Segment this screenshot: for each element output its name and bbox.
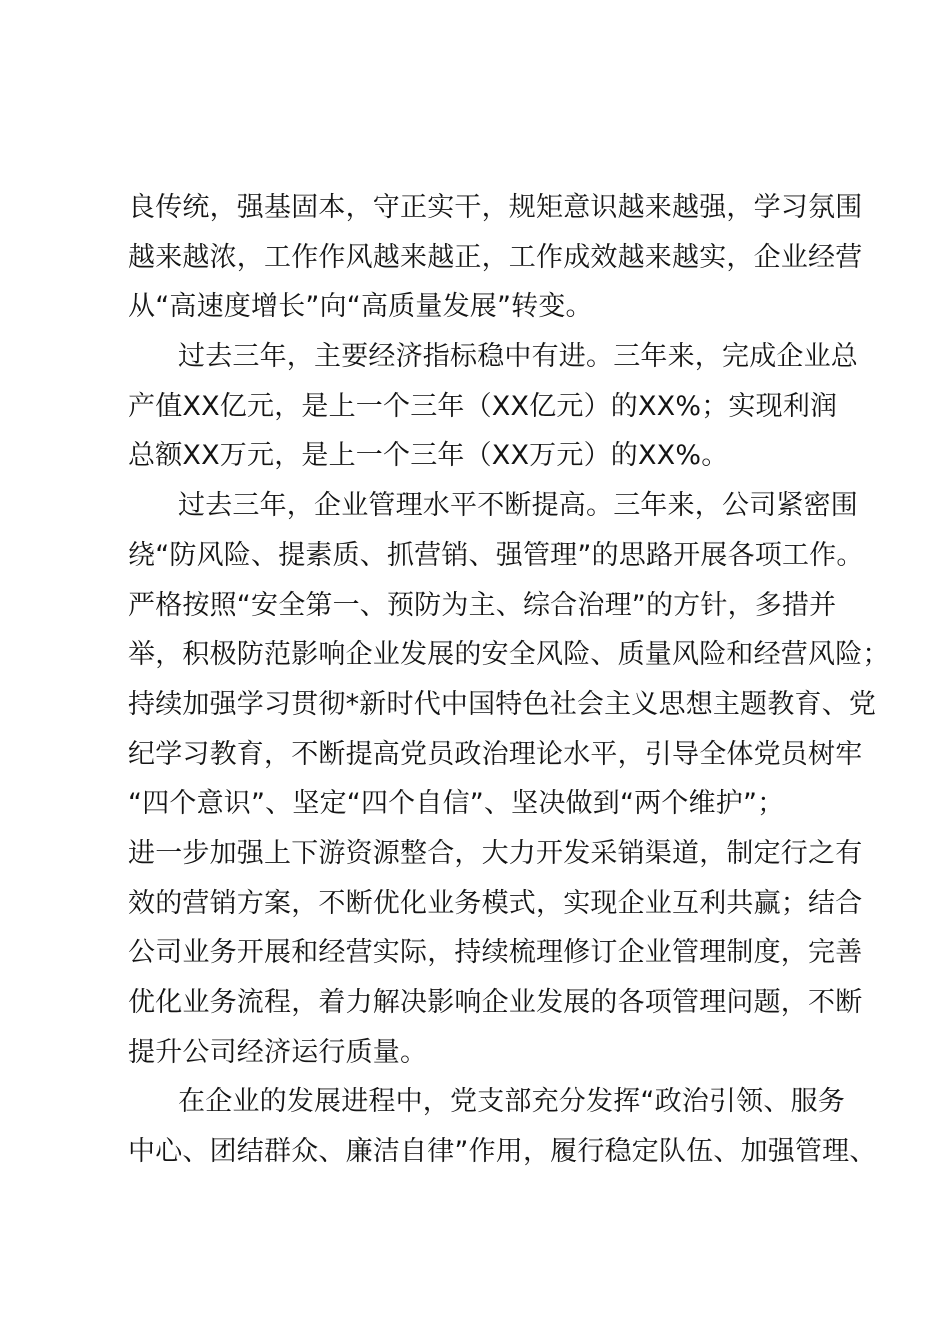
text-line: 从“高速度增长”向“高质量发展”转变。 — [128, 291, 593, 323]
text-line: 越来越浓，工作作风越来越正，工作成效越来越实，企业经营 — [128, 241, 863, 273]
text-line: “四个意识”、坚定“四个自信”、坚决做到“两个维护”； — [128, 788, 785, 820]
text-line: 优化业务流程，着力解决影响企业发展的各项管理问题，不断 — [128, 987, 863, 1018]
text-line: 举，积极防范影响企业发展的安全风险、质量风险和经营风险； — [128, 639, 890, 671]
text-line: 提升公司经济运行质量。 — [128, 1036, 428, 1068]
text-line: 中心、团结群众、廉洁自律”作用，履行稳定队伍、加强管理、 — [128, 1136, 877, 1168]
text-line: 纪学习教育，不断提高党员政治理论水平，引导全体党员树牢 — [128, 738, 863, 770]
text-line: 绕“防风险、提素质、抓营销、强管理”的思路开展各项工作。 — [128, 539, 864, 571]
text-line: 效的营销方案，不断优化业务模式，实现企业互利共赢；结合 — [128, 887, 863, 919]
text-line: 公司业务开展和经营实际，持续梳理修订企业管理制度，完善 — [128, 937, 863, 969]
body-text — [128, 183, 890, 1177]
text-line: 进一步加强上下游资源整合，大力开发采销渠道，制定行之有 — [128, 837, 863, 869]
text-line: 持续加强学习贯彻*新时代中国特色社会主义思想主题教育、党 — [128, 688, 877, 720]
paragraph-first-line: 在企业的发展进程中，党支部充分发挥“政治引领、服务 — [178, 1086, 845, 1118]
text-line: 良传统，强基固本，守正实干，规矩意识越来越强，学习氛围 — [128, 192, 863, 223]
paragraph-first-line: 过去三年，企业管理水平不断提高。三年来，公司紧密围 — [178, 490, 858, 522]
paragraph-first-line: 过去三年，主要经济指标稳中有进。三年来，完成企业总 — [178, 341, 858, 373]
text-line: 产值XX亿元，是上一个三年（XX亿元）的XX%；实现利润 — [128, 390, 838, 422]
text-line: 严格按照“安全第一、预防为主、综合治理”的方针，多措并 — [128, 589, 837, 621]
text-line: 总额XX万元，是上一个三年（XX万元）的XX%。 — [128, 440, 729, 472]
